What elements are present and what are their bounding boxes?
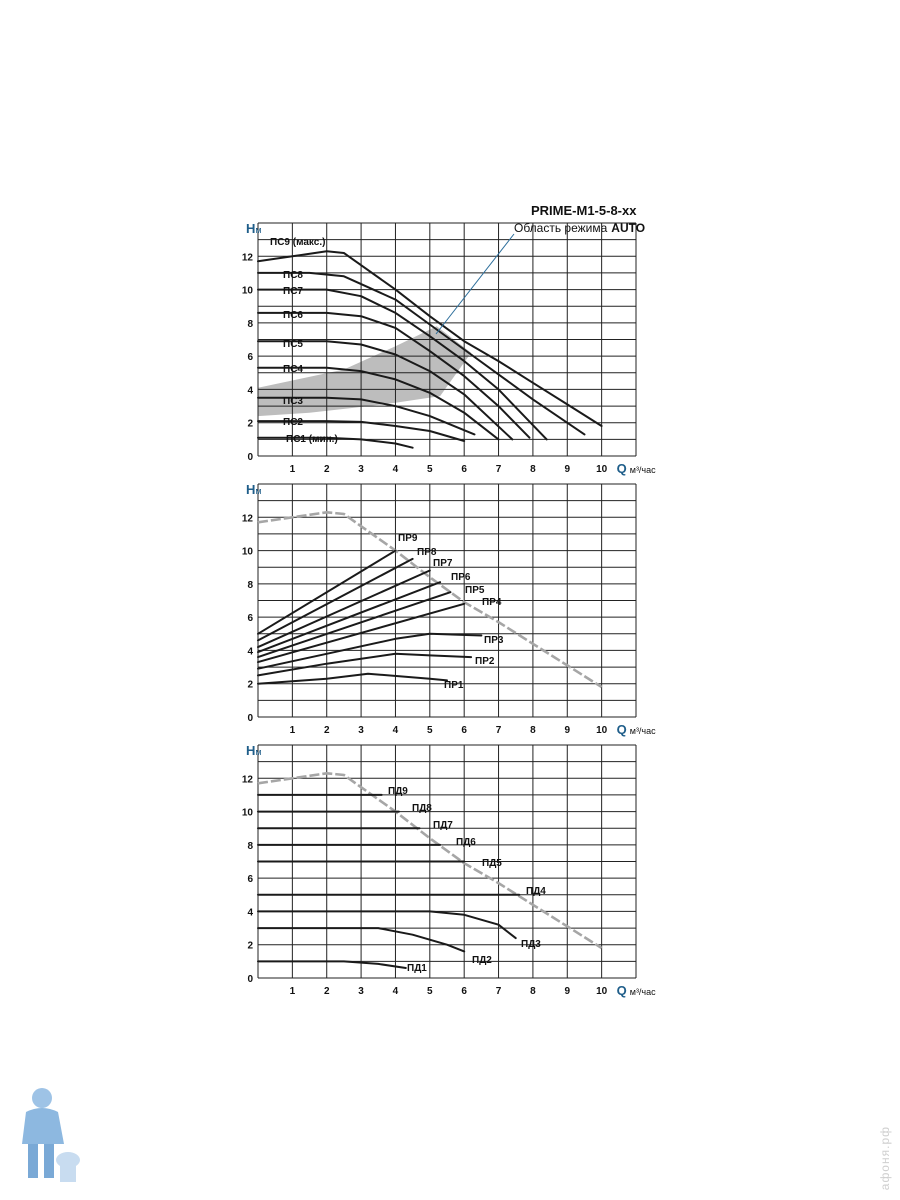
y-axis-letter: H [246, 743, 256, 758]
y-tick-label: 12 [241, 252, 253, 264]
y-tick-label: 0 [247, 974, 253, 985]
y-axis-unit: м [255, 225, 262, 235]
y-tick-label: 2 [247, 418, 253, 430]
series-label: ПР8 [417, 547, 437, 558]
series-label: ПД9 [388, 786, 408, 797]
series-label: ПР6 [451, 572, 471, 583]
x-tick-label: 5 [427, 464, 433, 475]
x-tick-label: 4 [392, 725, 399, 736]
proportional-pressure-chart [242, 482, 656, 737]
x-tick-label: 10 [596, 725, 608, 736]
subtitle-prefix: Область режима [514, 221, 608, 235]
series-label: ПД4 [526, 886, 546, 897]
constant-speed-chart [242, 743, 656, 998]
x-tick-label: 10 [596, 986, 608, 997]
y-axis-letter: H [246, 482, 256, 497]
series-label: ПС8 [283, 270, 303, 281]
x-tick-label: 4 [392, 986, 399, 997]
x-tick-label: 5 [427, 986, 433, 997]
y-tick-label: 4 [247, 385, 253, 397]
x-tick-label: 3 [358, 725, 364, 736]
series-line [258, 674, 447, 684]
auto-pointer-line [436, 234, 514, 334]
x-axis-letter: Q [616, 722, 627, 737]
subtitle-auto: AUTO [611, 221, 646, 235]
y-tick-label: 4 [247, 907, 253, 919]
series-label: ПР4 [482, 597, 502, 608]
series-line [258, 654, 471, 676]
y-tick-label: 8 [247, 579, 253, 591]
y-axis-letter: H [246, 221, 256, 236]
x-tick-label: 1 [289, 725, 296, 736]
x-axis-letter: Q [616, 983, 627, 998]
x-tick-label: 2 [323, 725, 330, 736]
x-tick-label: 2 [323, 986, 330, 997]
series-label: ПС6 [283, 310, 303, 321]
series-label: ПС5 [283, 339, 303, 350]
y-axis-unit: м [255, 486, 262, 496]
x-tick-label: 8 [530, 986, 536, 997]
series-label: ПД7 [433, 820, 453, 831]
x-tick-label: 2 [323, 464, 330, 475]
series-label: ПС1 (мин.) [286, 434, 338, 445]
y-tick-label: 8 [247, 318, 253, 330]
plumber-mascot-logo [12, 1082, 84, 1192]
chart-title: PRIME-M1-5-8-xx [531, 203, 637, 218]
y-tick-label: 0 [247, 713, 253, 724]
x-axis-label [617, 461, 657, 476]
x-axis-letter: Q [616, 461, 627, 476]
y-axis-unit: м [255, 747, 262, 757]
y-tick-label: 10 [241, 285, 253, 297]
x-axis-unit: м³/час [629, 465, 656, 475]
x-tick-label: 9 [564, 986, 571, 997]
x-axis-unit: м³/час [629, 726, 656, 736]
y-tick-label: 12 [241, 774, 253, 786]
series-label: ПС9 (макс.) [270, 237, 326, 248]
series-label: ПС7 [283, 286, 303, 297]
x-tick-label: 7 [495, 464, 502, 475]
y-tick-label: 6 [247, 613, 253, 625]
x-axis-unit: м³/час [629, 987, 656, 997]
x-tick-label: 1 [289, 986, 296, 997]
series-label: ПР2 [475, 656, 495, 667]
x-tick-label: 5 [427, 725, 433, 736]
x-tick-label: 4 [392, 464, 399, 475]
x-tick-label: 6 [461, 986, 467, 997]
x-tick-label: 9 [564, 725, 571, 736]
y-tick-label: 8 [247, 840, 253, 852]
x-tick-label: 8 [530, 464, 536, 475]
x-tick-label: 3 [358, 986, 364, 997]
constant-pressure-chart [242, 221, 656, 476]
series-label: ПД2 [472, 955, 492, 966]
series-label: ПС4 [283, 364, 303, 375]
series-label: ПР7 [433, 558, 453, 569]
series-line [258, 911, 516, 938]
series-label: ПР3 [484, 635, 504, 646]
y-tick-label: 12 [241, 513, 253, 525]
series-label: ПР9 [398, 533, 418, 544]
series-label: ПД1 [407, 963, 427, 974]
series-label: ПД3 [521, 939, 541, 950]
x-tick-label: 3 [358, 464, 364, 475]
y-tick-label: 6 [247, 874, 253, 886]
series-label: ПР1 [444, 680, 464, 691]
y-tick-label: 2 [247, 679, 253, 691]
x-tick-label: 6 [461, 725, 467, 736]
y-tick-label: 0 [247, 452, 253, 463]
x-tick-label: 7 [495, 725, 502, 736]
y-tick-label: 6 [247, 352, 253, 364]
x-tick-label: 1 [289, 464, 296, 475]
series-label: ПС2 [283, 417, 303, 428]
y-tick-label: 4 [247, 646, 253, 658]
x-tick-label: 8 [530, 725, 536, 736]
series-label: ПД6 [456, 837, 476, 848]
series-label: ПР5 [465, 585, 485, 596]
y-tick-label: 2 [247, 940, 253, 952]
series-line [258, 559, 413, 641]
x-tick-label: 7 [495, 986, 502, 997]
series-label: ПД8 [412, 803, 432, 814]
x-tick-label: 10 [596, 464, 608, 475]
y-tick-label: 10 [241, 807, 253, 819]
x-tick-label: 9 [564, 464, 571, 475]
series-label: ПС3 [283, 396, 303, 407]
x-tick-label: 6 [461, 464, 467, 475]
x-axis-label [617, 983, 657, 998]
watermark: афоня.рф [878, 1125, 892, 1190]
series-line [258, 961, 406, 968]
x-axis-label [617, 722, 657, 737]
series-label: ПД5 [482, 858, 502, 869]
y-tick-label: 10 [241, 546, 253, 558]
